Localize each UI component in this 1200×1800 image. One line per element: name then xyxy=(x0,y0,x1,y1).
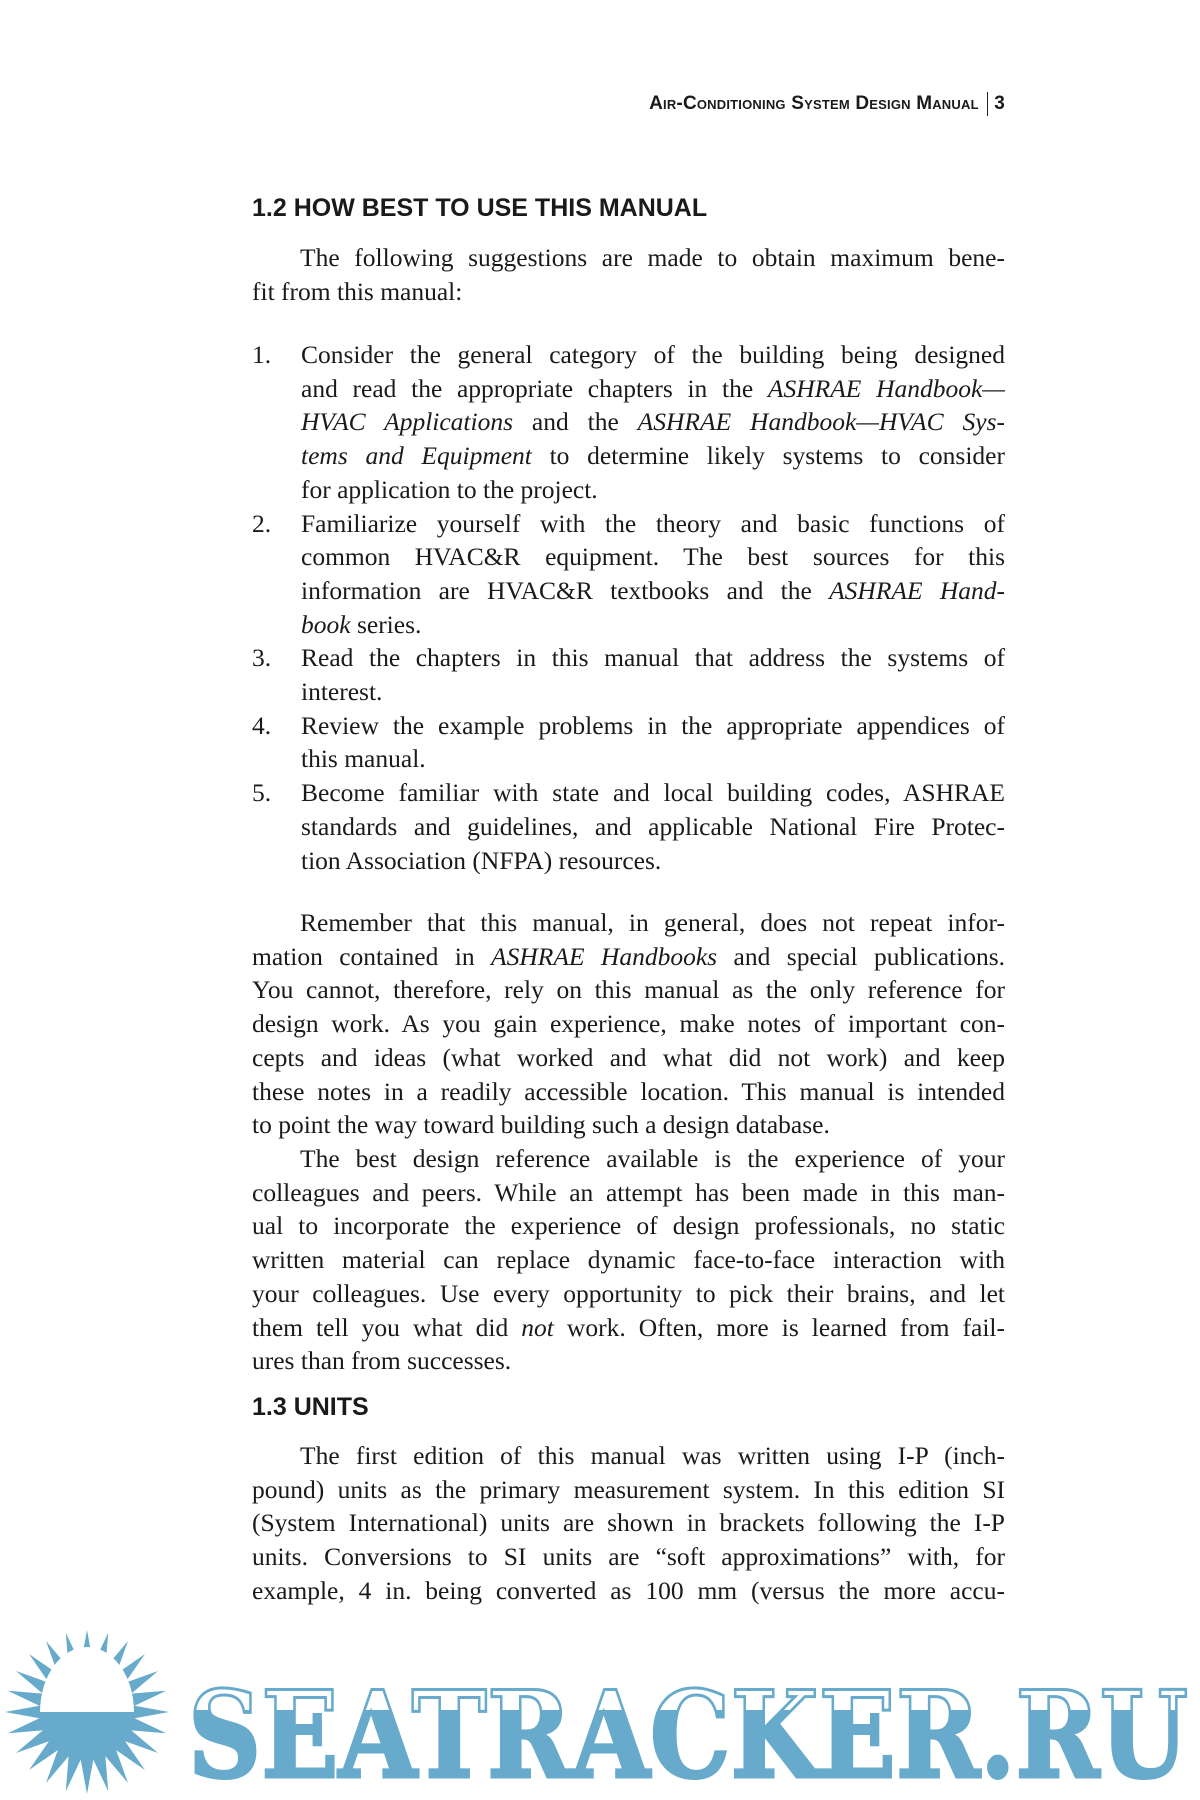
list-item-body xyxy=(301,507,1005,642)
text-segment: Remember that this manual, in general, does not repeat infor- xyxy=(300,908,1005,937)
text-line xyxy=(252,1041,1005,1075)
italic-text: tems and Equipment xyxy=(301,441,532,471)
text-segment: common HVAC&R equipment. The best sources for this xyxy=(301,542,1005,572)
text-line xyxy=(301,574,1005,608)
list-item-body xyxy=(301,338,1005,507)
text-segment: series. xyxy=(350,609,422,639)
text-segment: your colleagues. Use every opportunity to pick their brains, and let xyxy=(252,1278,1005,1308)
text-segment: colleagues and peers. While an attempt has been made in this man- xyxy=(252,1177,1005,1207)
text-segment: Familiarize yourself with the theory and basic functions of xyxy=(301,508,1005,538)
text-segment: standards and guidelines, and applicable National Fire Protec- xyxy=(301,811,1005,841)
text-segment: (System International) units are shown in brackets following the I-P xyxy=(252,1508,1005,1538)
best-reference-paragraph xyxy=(252,1142,1005,1378)
text-line xyxy=(252,1473,1005,1507)
list-item xyxy=(252,641,1005,708)
text-line xyxy=(252,1506,1005,1540)
italic-text: HVAC Applications xyxy=(301,407,514,437)
text-segment: and read the appropriate chapters in the xyxy=(301,373,768,403)
text-line xyxy=(301,439,1005,473)
text-line xyxy=(252,1243,1005,1277)
italic-text: book xyxy=(301,609,351,639)
text-line xyxy=(301,338,1005,372)
text-segment: The best design reference available is the experience of your xyxy=(300,1144,1005,1173)
text-line xyxy=(252,1344,1005,1378)
text-segment: Consider the general category of the building being designed xyxy=(301,340,1005,369)
text-line xyxy=(252,1176,1005,1210)
section-heading-1-2: 1.2 HOW BEST TO USE THIS MANUAL xyxy=(252,194,708,222)
text-line xyxy=(252,1007,1005,1041)
text-line xyxy=(252,1439,1005,1473)
list-number: 1. xyxy=(252,340,272,369)
text-line xyxy=(252,1574,1005,1608)
italic-text: not xyxy=(521,1312,554,1342)
italic-text: ASHRAE Handbook—HVAC Sys- xyxy=(637,407,1005,437)
text-segment: cepts and ideas (what worked and what did not work) and keep xyxy=(252,1042,1005,1072)
italic-text: ASHRAE Handbook— xyxy=(767,373,1005,403)
text-segment: tion Association (NFPA) resources. xyxy=(301,845,662,875)
list-item-body xyxy=(301,709,1005,776)
text-segment: this manual. xyxy=(301,744,426,774)
text-segment: example, 4 in. being converted as 100 mm (versus the more accu- xyxy=(252,1575,1005,1605)
list-item xyxy=(252,507,1005,642)
text-segment: ual to incorporate the experience of design professionals, no static xyxy=(252,1211,1005,1241)
section-heading-1-3: 1.3 UNITS xyxy=(252,1393,369,1421)
text-line xyxy=(252,940,1005,974)
list-number: 2. xyxy=(252,508,272,538)
text-segment: to determine likely systems to consider xyxy=(531,441,1005,471)
list-item-body xyxy=(301,776,1005,877)
text-line xyxy=(252,1540,1005,1574)
list-item xyxy=(252,776,1005,877)
text-segment: written material can replace dynamic face-to-face interaction with xyxy=(252,1245,1005,1275)
text-segment: The first edition of this manual was written using I-P (inch- xyxy=(300,1441,1005,1470)
list-item xyxy=(252,709,1005,776)
text-line xyxy=(301,844,1005,878)
text-segment: You cannot, therefore, rely on this manual as the only reference for xyxy=(252,975,1005,1005)
text-line xyxy=(301,540,1005,574)
text-line xyxy=(301,405,1005,439)
list-number: 5. xyxy=(252,778,272,808)
watermark-text: SEATRACKER.RU xyxy=(188,1665,1188,1800)
list-number: 3. xyxy=(252,643,272,673)
list-number: 4. xyxy=(252,710,272,740)
text-line xyxy=(252,1277,1005,1311)
text-segment: pound) units as the primary measurement system. In this edition SI xyxy=(252,1474,1005,1504)
text-segment: information are HVAC&R textbooks and the xyxy=(301,575,830,605)
text-segment: mation contained in xyxy=(252,941,492,971)
watermark-logo xyxy=(0,1630,1200,1800)
sun-icon xyxy=(5,1630,169,1794)
page-number: 3 xyxy=(994,93,1005,114)
text-line xyxy=(252,906,1005,940)
remember-paragraph xyxy=(252,906,1005,1142)
text-segment: design work. As you gain experience, make notes of important con- xyxy=(252,1009,1005,1039)
running-head-title: Air-Conditioning System Design Manual xyxy=(649,93,979,114)
text-line xyxy=(301,810,1005,844)
suggestion-list xyxy=(252,338,1005,877)
text-segment: units. Conversions to SI units are “soft approximations” with, for xyxy=(252,1542,1005,1572)
text-line xyxy=(252,241,1005,275)
text-segment: for application to the project. xyxy=(301,474,598,504)
text-line xyxy=(301,776,1005,810)
text-segment: fit from this manual: xyxy=(252,276,463,306)
text-segment: and special publications. xyxy=(717,941,1006,971)
text-line xyxy=(301,641,1005,675)
text-line xyxy=(301,507,1005,541)
text-line xyxy=(301,608,1005,642)
text-line xyxy=(252,1075,1005,1109)
running-head xyxy=(649,92,1005,116)
text-segment: these notes in a readily accessible location. This manual is intended xyxy=(252,1076,1005,1106)
text-segment: to point the way toward building such a design database. xyxy=(252,1110,830,1140)
text-segment: and the xyxy=(513,407,638,437)
text-segment: interest. xyxy=(301,677,383,707)
text-segment: work. Often, more is learned from fail- xyxy=(553,1312,1005,1342)
text-segment: Review the example problems in the appropriate appendices of xyxy=(301,710,1005,740)
text-line xyxy=(301,473,1005,507)
list-item xyxy=(252,338,1005,507)
text-segment: The following suggestions are made to obtain maximum bene- xyxy=(300,243,1005,272)
italic-text: ASHRAE Hand- xyxy=(829,575,1005,605)
text-line xyxy=(301,675,1005,709)
text-segment: them tell you what did xyxy=(252,1312,522,1342)
text-line xyxy=(301,742,1005,776)
text-line xyxy=(252,1108,1005,1142)
list-item-body xyxy=(301,641,1005,708)
text-segment: ures than from successes. xyxy=(252,1346,512,1376)
text-line xyxy=(252,973,1005,1007)
italic-text: ASHRAE Handbooks xyxy=(491,941,718,971)
text-line xyxy=(252,1142,1005,1176)
text-line xyxy=(252,275,1005,309)
intro-paragraph xyxy=(252,241,1005,308)
text-line xyxy=(301,709,1005,743)
text-line xyxy=(252,1311,1005,1345)
text-line xyxy=(252,1209,1005,1243)
text-segment: Read the chapters in this manual that address the systems of xyxy=(301,643,1005,673)
text-segment: Become familiar with state and local building codes, ASHRAE xyxy=(301,778,1005,808)
units-paragraph xyxy=(252,1439,1005,1608)
text-line xyxy=(301,372,1005,406)
running-head-divider xyxy=(987,92,989,116)
